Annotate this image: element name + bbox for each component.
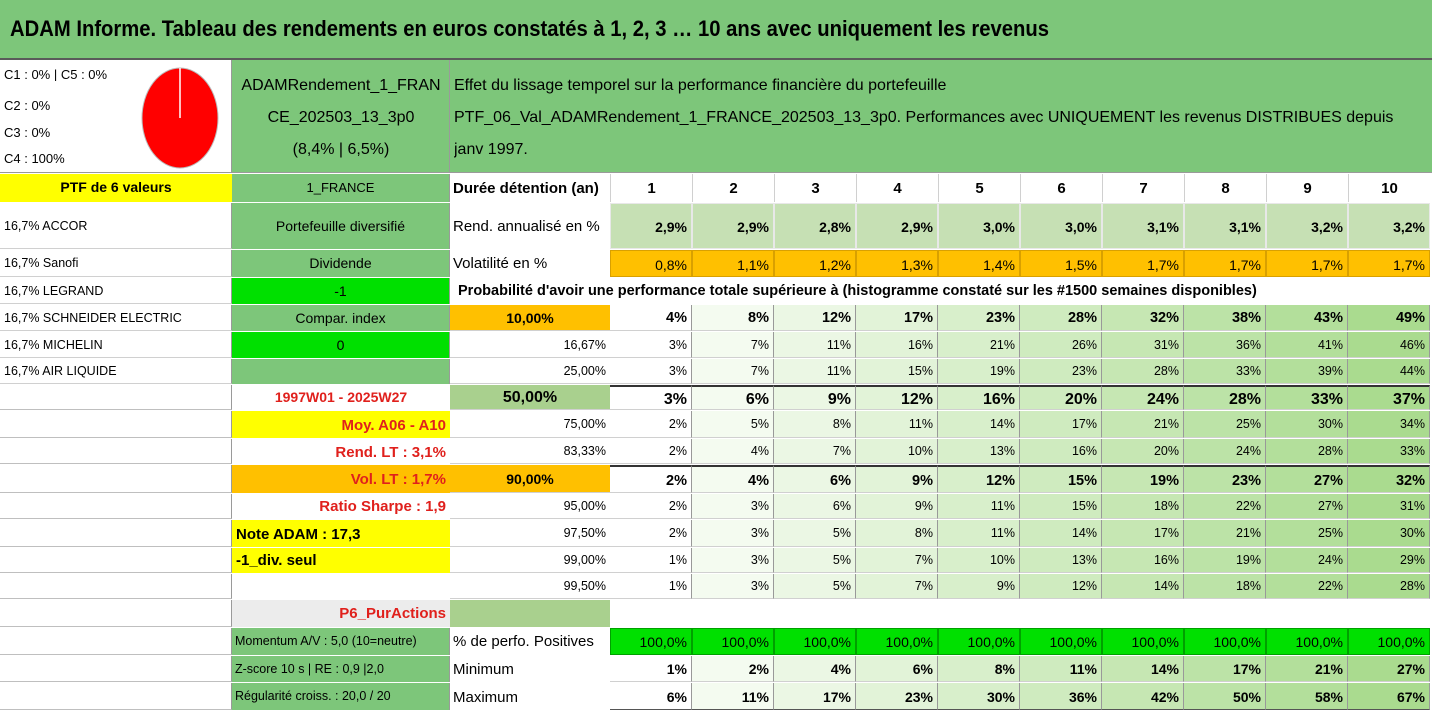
allocation-pie: [140, 64, 224, 172]
prob-value: 7%: [856, 548, 938, 573]
prob-value: 1%: [610, 574, 692, 599]
prob-value: 3%: [692, 574, 774, 599]
rend-value: 3,1%: [1184, 203, 1266, 249]
minimum-label: Minimum: [453, 661, 514, 678]
holding-row: 16,7% Sanofi: [0, 250, 232, 277]
prob-value: 4%: [692, 465, 774, 493]
vol-value: 1,5%: [1020, 250, 1102, 277]
rend-value: 2,9%: [610, 203, 692, 249]
prob-value: 19%: [938, 359, 1020, 384]
prob-value: 9%: [856, 465, 938, 493]
prob-value: 13%: [1020, 548, 1102, 573]
prob-value: 11%: [774, 332, 856, 358]
momentum: Momentum A/V : 5,0 (10=neutre): [232, 628, 450, 655]
holding-row: 16,7% ACCOR: [0, 203, 232, 249]
prob-value: 26%: [1020, 332, 1102, 358]
rend-label: Rend. annualisé en %: [450, 203, 610, 249]
prob-value: 28%: [1020, 305, 1102, 331]
empty-cell: [0, 548, 232, 573]
positives-value: 100,0%: [1266, 628, 1348, 655]
prob-value: 8%: [692, 305, 774, 331]
ptf-header: PTF de 6 valeurs: [0, 174, 232, 202]
empty-cell: [0, 600, 232, 627]
prob-value: 34%: [1348, 411, 1430, 438]
maximum-value: 58%: [1266, 683, 1348, 710]
prob-value: 23%: [1020, 359, 1102, 384]
div-seul: -1_div. seul: [232, 548, 450, 573]
prob-value: 12%: [1020, 574, 1102, 599]
maximum-value: 67%: [1348, 683, 1430, 710]
maximum-value: 36%: [1020, 683, 1102, 710]
vol-value: 1,7%: [1348, 250, 1430, 277]
fund-name-line1: ADAMRendement_1_FRAN: [241, 78, 441, 94]
prob-value: 2%: [610, 439, 692, 464]
rend-value: 2,9%: [692, 203, 774, 249]
prob-value: 12%: [774, 305, 856, 331]
positives-value: 100,0%: [1020, 628, 1102, 655]
period-label: 1997W01 - 2025W27: [274, 389, 408, 405]
positives-label: % de perfo. Positives: [453, 633, 594, 650]
prob-value: 4%: [692, 439, 774, 464]
fund-name-line2: CE_202503_13_3p0: [267, 110, 415, 126]
vol-value: 1,1%: [692, 250, 774, 277]
maximum-value: 42%: [1102, 683, 1184, 710]
prob-value: 18%: [1184, 574, 1266, 599]
prob-value: 4%: [610, 305, 692, 331]
prob-value: 20%: [1102, 439, 1184, 464]
prob-value: 23%: [1184, 465, 1266, 493]
quantile-label: 97,50%: [450, 520, 610, 547]
quantile-label: 95,00%: [450, 494, 610, 519]
vol-label: Volatilité en %: [453, 255, 548, 272]
effect-line1: Effet du lissage temporel sur la performance financière du portefeuille: [454, 78, 947, 94]
prob-value: 21%: [1102, 411, 1184, 438]
prob-value: 9%: [774, 385, 856, 410]
dividend-label: Dividende: [232, 250, 450, 277]
prob-value: 39%: [1266, 359, 1348, 384]
portfolio-type: Portefeuille diversifié: [232, 203, 450, 249]
vol-value: 1,2%: [774, 250, 856, 277]
prob-value: 23%: [938, 305, 1020, 331]
allocation-line: C4 : 100%: [4, 152, 65, 165]
year-header: 4: [856, 174, 938, 202]
note-adam: Note ADAM : 17,3: [232, 520, 450, 547]
maximum-label: Maximum: [453, 689, 519, 706]
quantile-label: 90,00%: [450, 465, 610, 493]
prob-value: 33%: [1348, 439, 1430, 464]
prob-value: 7%: [692, 332, 774, 358]
prob-value: 7%: [692, 359, 774, 384]
prob-value: 6%: [774, 494, 856, 519]
year-header: 10: [1348, 174, 1430, 202]
prob-value: 6%: [692, 385, 774, 410]
prob-value: 3%: [610, 359, 692, 384]
prob-value: 3%: [692, 548, 774, 573]
minimum-value: 14%: [1102, 656, 1184, 682]
empty-cell: [0, 656, 232, 682]
prob-value: 15%: [1020, 465, 1102, 493]
prob-value: 18%: [1102, 494, 1184, 519]
prob-value: 17%: [1102, 520, 1184, 547]
prob-value: 2%: [610, 411, 692, 438]
prob-value: 30%: [1348, 520, 1430, 547]
rend-value: 2,8%: [774, 203, 856, 249]
prob-value: 41%: [1266, 332, 1348, 358]
prob-value: 46%: [1348, 332, 1430, 358]
prob-value: 24%: [1266, 548, 1348, 573]
prob-value: 10%: [938, 548, 1020, 573]
quantile-label: 75,00%: [450, 411, 610, 438]
rend-value: 3,2%: [1348, 203, 1430, 249]
prob-value: 12%: [938, 465, 1020, 493]
quantile-label: 25,00%: [450, 359, 610, 384]
year-header: 3: [774, 174, 856, 202]
vol-value: 1,4%: [938, 250, 1020, 277]
prob-value: 8%: [856, 520, 938, 547]
effect-line3: janv 1997.: [454, 142, 528, 158]
compar-index-label: Compar. index: [232, 305, 450, 331]
maximum-value: 50%: [1184, 683, 1266, 710]
empty-cell: [0, 411, 232, 438]
prob-value: 37%: [1348, 385, 1430, 410]
year-header: 1: [610, 174, 692, 202]
positives-value: 100,0%: [692, 628, 774, 655]
vol-lt: Vol. LT : 1,7%: [232, 465, 450, 493]
prob-value: 11%: [938, 520, 1020, 547]
prob-value: 3%: [610, 385, 692, 410]
empty-cell: [0, 385, 232, 410]
prob-value: 9%: [938, 574, 1020, 599]
allocation-line: C1 : 0% | C5 : 0%: [4, 68, 108, 81]
positives-value: 100,0%: [610, 628, 692, 655]
prob-value: 33%: [1266, 385, 1348, 410]
prob-value: 11%: [774, 359, 856, 384]
prob-value: 32%: [1348, 465, 1430, 493]
year-header: 6: [1020, 174, 1102, 202]
minimum-value: 2%: [692, 656, 774, 682]
prob-value: 28%: [1184, 385, 1266, 410]
prob-value: 16%: [938, 385, 1020, 410]
prob-value: 7%: [856, 574, 938, 599]
zscore: Z-score 10 s | RE : 0,9 |2,0: [232, 656, 450, 682]
positives-value: 100,0%: [1102, 628, 1184, 655]
ratio-sharpe: Ratio Sharpe : 1,9: [319, 498, 446, 515]
minimum-value: 27%: [1348, 656, 1430, 682]
prob-value: 2%: [610, 494, 692, 519]
prob-value: 27%: [1266, 465, 1348, 493]
prob-value: 11%: [856, 411, 938, 438]
prob-value: 25%: [1184, 411, 1266, 438]
prob-value: 20%: [1020, 385, 1102, 410]
prob-value: 15%: [1020, 494, 1102, 519]
positives-value: 100,0%: [1184, 628, 1266, 655]
fund-name-box: [232, 60, 450, 173]
prob-value: 14%: [1102, 574, 1184, 599]
report-title: ADAM Informe. Tableau des rendements en euros constatés à 1, 2, 3 … 10 ans avec uniquement les revenus: [10, 16, 1049, 41]
quantile-label: 16,67%: [450, 332, 610, 358]
prob-value: 36%: [1184, 332, 1266, 358]
prob-value: 22%: [1266, 574, 1348, 599]
empty-cell: [0, 465, 232, 493]
moy-label: Moy. A06 - A10: [232, 411, 450, 438]
prob-value: 27%: [1266, 494, 1348, 519]
allocation-line: C2 : 0%: [4, 99, 51, 112]
rend-lt: Rend. LT : 3,1%: [335, 444, 446, 461]
minimum-value: 17%: [1184, 656, 1266, 682]
prob-value: 28%: [1102, 359, 1184, 384]
maximum-value: 6%: [610, 683, 692, 710]
regularite: Régularité croiss. : 20,0 / 20: [232, 683, 450, 710]
rend-value: 3,0%: [938, 203, 1020, 249]
prob-value: 31%: [1348, 494, 1430, 519]
vol-value: 1,7%: [1102, 250, 1184, 277]
prob-value: 15%: [856, 359, 938, 384]
prob-value: 6%: [774, 465, 856, 493]
prob-value: 7%: [774, 439, 856, 464]
quantile-label: 83,33%: [450, 439, 610, 464]
maximum-value: 17%: [774, 683, 856, 710]
minimum-value: 11%: [1020, 656, 1102, 682]
prob-value: 17%: [1020, 411, 1102, 438]
title-bar: [0, 0, 1432, 60]
pur-actions-green: [450, 600, 610, 627]
quantile-label: 99,00%: [450, 548, 610, 573]
pur-actions: P6_PurActions: [232, 600, 450, 627]
quantile-label: 50,00%: [450, 385, 610, 410]
prob-value: 5%: [774, 520, 856, 547]
positives-value: 100,0%: [856, 628, 938, 655]
prob-value: 3%: [692, 494, 774, 519]
prob-title: Probabilité d'avoir une performance totale supérieure à (histogramme constaté sur les #1500 semaines disponibles): [458, 283, 1257, 299]
prob-value: 22%: [1184, 494, 1266, 519]
prob-value: 33%: [1184, 359, 1266, 384]
prob-value: 16%: [856, 332, 938, 358]
prob-value: 21%: [1184, 520, 1266, 547]
rend-value: 3,0%: [1020, 203, 1102, 249]
quantile-label: 99,50%: [450, 574, 610, 599]
minimum-value: 4%: [774, 656, 856, 682]
vol-value: 1,7%: [1184, 250, 1266, 277]
prob-value: 29%: [1348, 548, 1430, 573]
empty-cell: [0, 494, 232, 519]
holding-row: 16,7% SCHNEIDER ELECTRIC: [0, 305, 232, 331]
prob-value: 2%: [610, 520, 692, 547]
positives-value: 100,0%: [1348, 628, 1430, 655]
year-header: 5: [938, 174, 1020, 202]
prob-value: 25%: [1266, 520, 1348, 547]
prob-value: 19%: [1184, 548, 1266, 573]
empty-green-cell: [232, 359, 450, 384]
prob-value: 5%: [774, 574, 856, 599]
prob-value: 43%: [1266, 305, 1348, 331]
holding-row: 16,7% AIR LIQUIDE: [0, 359, 232, 384]
rend-value: 2,9%: [856, 203, 938, 249]
maximum-value: 23%: [856, 683, 938, 710]
minimum-value: 1%: [610, 656, 692, 682]
country-header: 1_FRANCE: [232, 174, 450, 202]
prob-value: 28%: [1348, 574, 1430, 599]
prob-value: 14%: [938, 411, 1020, 438]
rend-value: 3,1%: [1102, 203, 1184, 249]
prob-value: 28%: [1266, 439, 1348, 464]
minimum-value: 21%: [1266, 656, 1348, 682]
vol-value: 0,8%: [610, 250, 692, 277]
prob-value: 17%: [856, 305, 938, 331]
year-header: 7: [1102, 174, 1184, 202]
prob-value: 38%: [1184, 305, 1266, 331]
prob-value: 32%: [1102, 305, 1184, 331]
holding-row: 16,7% LEGRAND: [0, 278, 232, 304]
rend-value: 3,2%: [1266, 203, 1348, 249]
prob-value: 24%: [1102, 385, 1184, 410]
prob-value: 44%: [1348, 359, 1430, 384]
empty-cell: [0, 574, 232, 599]
empty-cell: [0, 628, 232, 655]
positives-value: 100,0%: [938, 628, 1020, 655]
quantile-label: 10,00%: [450, 305, 610, 331]
prob-value: 14%: [1020, 520, 1102, 547]
duration-label: Durée détention (an): [453, 180, 599, 197]
prob-value: 10%: [856, 439, 938, 464]
prob-value: 1%: [610, 548, 692, 573]
effect-description: [450, 60, 1432, 173]
allocation-line: C3 : 0%: [4, 126, 51, 139]
allocation-box: [0, 60, 232, 173]
vol-value: 1,7%: [1266, 250, 1348, 277]
prob-value: 19%: [1102, 465, 1184, 493]
prob-value: 16%: [1102, 548, 1184, 573]
year-header: 8: [1184, 174, 1266, 202]
prob-value: 49%: [1348, 305, 1430, 331]
prob-value: 13%: [938, 439, 1020, 464]
prob-value: 30%: [1266, 411, 1348, 438]
vol-value: 1,3%: [856, 250, 938, 277]
empty-cell: [0, 683, 232, 710]
dividend-value: -1: [232, 278, 450, 304]
prob-value: 5%: [774, 548, 856, 573]
prob-value: 3%: [610, 332, 692, 358]
minimum-value: 8%: [938, 656, 1020, 682]
compar-index-value: 0: [232, 332, 450, 358]
maximum-value: 11%: [692, 683, 774, 710]
effect-line2: PTF_06_Val_ADAMRendement_1_FRANCE_202503_13_3p0. Performances avec UNIQUEMENT les revenus DISTRIBUES depuis: [454, 110, 1394, 126]
prob-value: 9%: [856, 494, 938, 519]
prob-value: 8%: [774, 411, 856, 438]
prob-value: 21%: [938, 332, 1020, 358]
prob-value: 12%: [856, 385, 938, 410]
prob-value: 24%: [1184, 439, 1266, 464]
prob-value: 3%: [692, 520, 774, 547]
prob-value: 16%: [1020, 439, 1102, 464]
prob-value: 2%: [610, 465, 692, 493]
prob-value: 11%: [938, 494, 1020, 519]
empty-cell: [0, 520, 232, 547]
year-header: 9: [1266, 174, 1348, 202]
minimum-value: 6%: [856, 656, 938, 682]
prob-value: 31%: [1102, 332, 1184, 358]
fund-perf: (8,4% | 6,5%): [292, 142, 390, 158]
empty-cell: [0, 439, 232, 464]
positives-value: 100,0%: [774, 628, 856, 655]
maximum-value: 30%: [938, 683, 1020, 710]
holding-row: 16,7% MICHELIN: [0, 332, 232, 358]
prob-value: 5%: [692, 411, 774, 438]
year-header: 2: [692, 174, 774, 202]
